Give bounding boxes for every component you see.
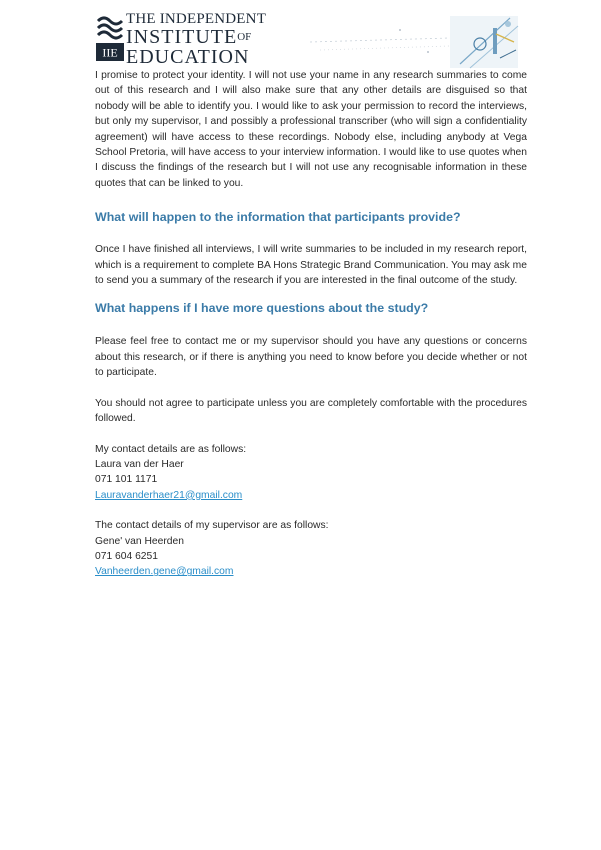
page-header	[0, 0, 601, 70]
supervisor-contact-intro: The contact details of my supervisor are as follows:	[95, 520, 329, 532]
institution-name	[126, 12, 266, 67]
supervisor-contact-phone: 071 604 6251	[95, 550, 158, 562]
heading-more-questions: What happens if I have more questions about the study?	[95, 301, 429, 316]
my-contact-email-link[interactable]: Lauravanderhaer21@gmail.com	[95, 489, 243, 501]
logo-line-education: EDUCATION	[126, 46, 250, 68]
paragraph-agreement: You should not agree to participate unless you are completely comfortable with the procedures followed.	[95, 397, 527, 425]
decorative-banner-graphic	[300, 14, 520, 70]
supervisor-contact-name: Gene' van Heerden	[95, 535, 184, 547]
supervisor-contact-email-link[interactable]: Vanheerden.gene@gmail.com	[95, 566, 234, 578]
paragraph-information-use: Once I have finished all interviews, I will write summaries to be included in my research report, which is a requirement to complete BA Hons Strategic Brand Communication. You may ask me to send you a summary of the research if you are interested in the final outcome of the study.	[95, 244, 527, 287]
iie-logo-icon	[96, 13, 124, 61]
svg-text:IIE: IIE	[102, 45, 118, 60]
heading-participant-information: What will happen to the information that participants provide?	[95, 210, 461, 225]
paragraph-contact-invitation: Please feel free to contact me or my supervisor should you have any questions or concerns about this research, or if there is anything you need to know before you decide whether or not to participate.	[95, 336, 527, 379]
my-contact-phone: 071 101 1171	[95, 474, 158, 486]
my-contact-intro: My contact details are as follows:	[95, 443, 247, 455]
logo-line-the-independent: THE INDEPENDENT	[126, 11, 267, 27]
paragraph-identity-protection: I promise to protect your identity. I will not use your name in any research summaries to come out of this research and I will also make sure that any other details are disguised so that nobody will be able to identify you. I would like to ask your permission to record the interviews, but only my supervisor, I and possibly a professional transcriber (who will sign a confidentiality agreement) will have access to these recordings. Nobody else, including anybody at Vega School Pretoria, will have access to your interview information. I would like to use quotes when I discuss the findings of the research but I will not use any recognisable information in these quotes that can be linked to you.	[95, 70, 527, 189]
logo-line-institute	[126, 27, 266, 47]
logo-institute-word: INSTITUTE	[126, 26, 238, 48]
my-contact-block	[95, 442, 527, 504]
supervisor-contact-block	[95, 518, 527, 580]
document-body	[95, 68, 527, 580]
logo-of-word: OF	[237, 31, 252, 43]
my-contact-name: Laura van der Haer	[95, 458, 184, 470]
